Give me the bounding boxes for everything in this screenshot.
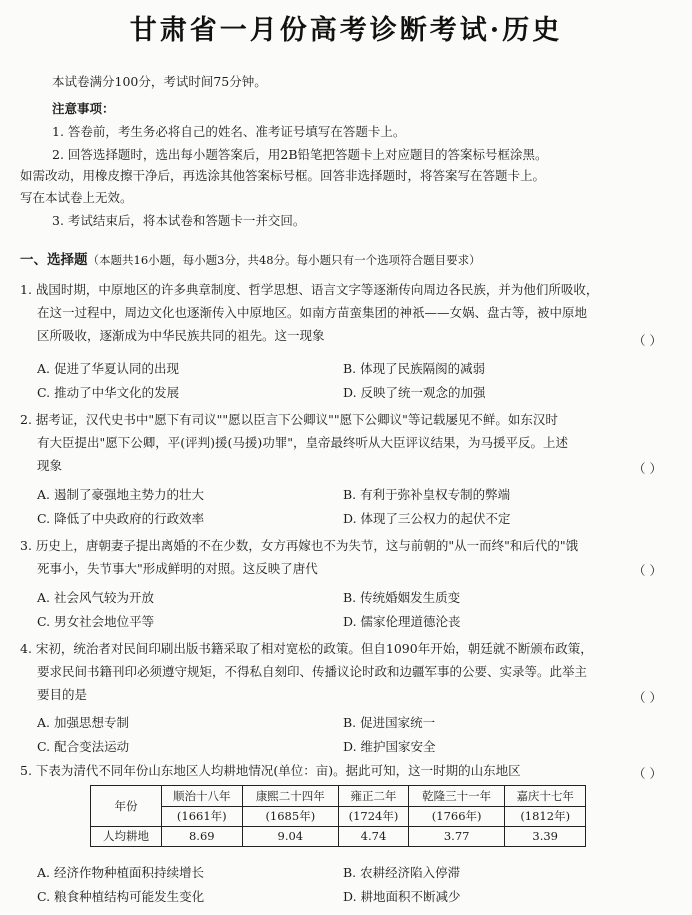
table-header-cell: 年份	[91, 786, 162, 827]
notice-line: 1. 答卷前，考生务必将自己的姓名、准考证号填写在答题卡上。	[52, 124, 406, 139]
option-b: B. 体现了民族隔阂的减弱	[343, 361, 486, 376]
table-era-cell: 顺治十八年	[162, 786, 243, 807]
question-4-line: 要求民间书籍刊印必须遵守规矩，不得私自刻印、传播议论时政和边疆军事的公要、实录等。此举主	[37, 664, 588, 679]
table-year-cell: (1661年)	[162, 807, 243, 827]
notice-line: 3. 考试结束后，将本试卷和答题卡一并交回。	[52, 213, 306, 228]
question-2-line: 2. 据考证，汉代史书中"愿下有司议""愿以臣言下公卿议""愿下公卿议"等记载屡见不鲜。如东汉时	[20, 412, 558, 427]
option-c: C. 男女社会地位平等	[37, 614, 155, 629]
table-value-cell: 3.39	[505, 827, 586, 847]
answer-paren: （ ）	[633, 766, 662, 781]
option-a: A. 经济作物种植面积持续增长	[37, 865, 204, 880]
table-era-cell: 康熙二十四年	[242, 786, 338, 807]
table-row	[91, 807, 586, 827]
answer-paren: （ ）	[633, 563, 662, 578]
option-c: C. 配合变法运动	[37, 739, 130, 754]
section-heading-row	[20, 251, 481, 269]
question-3-line: 3. 历史上，唐朝妻子提出离婚的不在少数，女方再嫁也不为失节，这与前朝的"从一而终"和后代的"饿	[20, 538, 579, 553]
page-title: 甘肃省一月份高考诊断考试·历史	[129, 15, 563, 46]
option-a: A. 遏制了豪强地主势力的壮大	[37, 487, 204, 502]
option-d: D. 体现了三公权力的起伏不定	[343, 511, 511, 526]
table-label-cell: 人均耕地	[91, 827, 162, 847]
question-4-line: 4. 宋初，统治者对民间印刷出版书籍采取了相对宽松的政策。但自1090年开始，朝廷就不断颁布政策，	[20, 641, 593, 656]
answer-paren: （ ）	[633, 333, 662, 348]
intro-text: 本试卷满分100分，考试时间75分钟。	[52, 74, 267, 89]
section-note: （本题共16小题，每小题3分，共48分。每小题只有一个选项符合题目要求）	[87, 253, 481, 267]
question-5-line: 5. 下表为清代不同年份山东地区人均耕地情况(单位：亩)。据此可知，这一时期的山东地区	[20, 763, 521, 778]
table-value-cell: 3.77	[408, 827, 504, 847]
option-d: D. 维护国家安全	[343, 739, 436, 754]
question-2-line: 现象	[37, 458, 63, 473]
farmland-table	[90, 785, 586, 847]
option-d: D. 反映了统一观念的加强	[343, 385, 486, 400]
option-a: A. 促进了华夏认同的出现	[37, 361, 179, 376]
table-year-cell: (1812年)	[505, 807, 586, 827]
table-value-cell: 4.74	[339, 827, 409, 847]
notice-line: 写在本试卷上无效。	[20, 190, 133, 205]
table-year-cell: (1685年)	[242, 807, 338, 827]
table-era-cell: 雍正二年	[339, 786, 409, 807]
option-b: B. 传统婚姻发生质变	[343, 590, 461, 605]
question-4-line: 要目的是	[37, 687, 88, 702]
option-b: B. 有利于弥补皇权专制的弊端	[343, 487, 511, 502]
notice-heading: 注意事项：	[52, 101, 115, 116]
question-3-line: 死事小，失节事大"形成鲜明的对照。这反映了唐代	[37, 561, 318, 576]
question-1-line: 区所吸收，逐渐成为中华民族共同的祖先。这一现象	[37, 328, 325, 343]
option-d: D. 儒家伦理道德沦丧	[343, 614, 461, 629]
answer-paren: （ ）	[633, 461, 662, 476]
table-value-cell: 8.69	[162, 827, 243, 847]
option-d: D. 耕地面积不断减少	[343, 889, 461, 904]
table-year-cell: (1724年)	[339, 807, 409, 827]
table-value-cell: 9.04	[242, 827, 338, 847]
option-c: C. 粮食种植结构可能发生变化	[37, 889, 205, 904]
table-row	[91, 786, 586, 807]
notice-line: 如需改动，用橡皮擦干净后，再选涂其他答案标号框。回答非选择题时，将答案写在答题卡上。	[20, 168, 546, 183]
section-heading: 一、选择题	[20, 252, 88, 268]
table-era-cell: 乾隆三十一年	[408, 786, 504, 807]
option-c: C. 推动了中华文化的发展	[37, 385, 180, 400]
question-2-line: 有大臣提出"愿下公卿，平(评判)援(马援)功罪"，皇帝最终听从大臣评议结果，为马援平反。上述	[37, 435, 569, 450]
table-row	[91, 827, 586, 847]
table-year-cell: (1766年)	[408, 807, 504, 827]
option-a: A. 加强思想专制	[37, 715, 129, 730]
answer-paren: （ ）	[633, 690, 662, 705]
notice-line: 2. 回答选择题时，选出每小题答案后，用2B铅笔把答题卡上对应题目的答案标号框涂黑。	[52, 147, 548, 162]
option-c: C. 降低了中央政府的行政效率	[37, 511, 205, 526]
option-b: B. 促进国家统一	[343, 715, 436, 730]
option-a: A. 社会风气较为开放	[37, 590, 154, 605]
table-era-cell: 嘉庆十七年	[505, 786, 586, 807]
option-b: B. 农耕经济陷入停滞	[343, 865, 461, 880]
question-1-line: 1. 战国时期，中原地区的许多典章制度、哲学思想、语言文字等逐渐传向周边各民族，并为他们所吸收，	[20, 282, 599, 297]
question-1-line: 在这一过程中，周边文化也逐渐传入中原地区。如南方苗蛮集团的神祇——女娲、盘古等，被中原地	[37, 305, 588, 320]
